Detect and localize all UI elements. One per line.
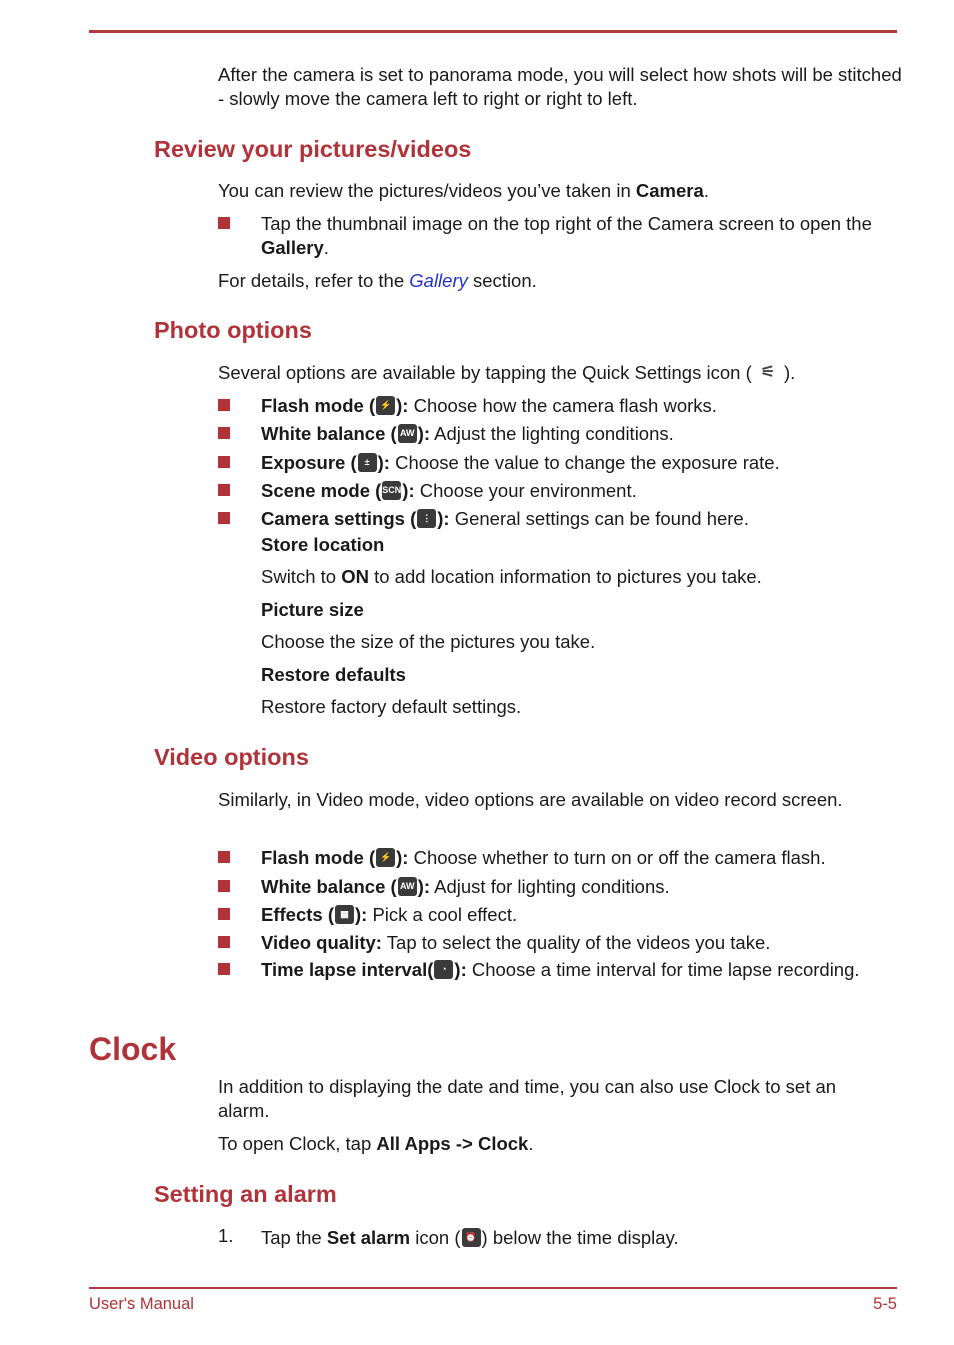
bullet-marker	[218, 399, 230, 411]
quick-settings-icon: ⚟	[760, 364, 776, 381]
footer-title: User's Manual	[89, 1295, 194, 1313]
white-balance-icon: AW	[398, 424, 417, 443]
bullet-marker	[218, 908, 230, 920]
setting-alarm-heading: Setting an alarm	[154, 1181, 337, 1207]
bottom-rule	[89, 1287, 897, 1289]
white-balance-icon: AW	[398, 877, 417, 896]
top-rule	[89, 30, 897, 33]
bullet-marker	[218, 512, 230, 524]
video-item-flash: Flash mode ( ⚡ ): Choose whether to turn on or off the camera flash.	[261, 847, 826, 868]
review-bullet: Tap the thumbnail image on the top right of the Camera screen to open the Gallery.	[261, 213, 872, 258]
photo-item-camera-settings: Camera settings ( ⋮ ): General settings can be found here.	[261, 508, 749, 529]
store-location-title: Store location	[261, 534, 385, 555]
exposure-icon: ±	[358, 453, 377, 472]
bullet-marker	[218, 880, 230, 892]
video-item-white-balance: White balance ( AW ): Adjust for lighting conditions.	[261, 876, 670, 897]
intro-paragraph: After the camera is set to panorama mode, you will select how shots will be stitched - slowly move the camera left to right or right to left.	[218, 64, 902, 109]
clock-open-paragraph: To open Clock, tap All Apps -> Clock.	[218, 1133, 534, 1154]
photo-item-flash: Flash mode ( ⚡ ): Choose how the camera flash works.	[261, 395, 717, 416]
gallery-link[interactable]: Gallery	[409, 270, 468, 291]
bullet-marker	[218, 963, 230, 975]
video-options-heading: Video options	[154, 744, 309, 770]
bullet-marker	[218, 484, 230, 496]
photo-item-scene: Scene mode (SCN): Choose your environment.	[261, 480, 637, 501]
review-details: For details, refer to the Gallery section.	[218, 270, 537, 291]
photo-options-intro: Several options are available by tapping the Quick Settings icon ( ⚟ ).	[218, 362, 796, 383]
bullet-marker	[218, 217, 230, 229]
bullet-marker	[218, 936, 230, 948]
restore-defaults-text: Restore factory default settings.	[261, 696, 522, 717]
step-number: 1.	[218, 1225, 234, 1246]
footer-page-number: 5-5	[873, 1295, 897, 1313]
alarm-step: Tap the Set alarm icon ( ⏰ ) below the time display.	[261, 1227, 679, 1248]
flash-icon: ⚡	[376, 396, 395, 415]
effects-icon: ▦	[335, 905, 354, 924]
clock-heading: Clock	[89, 1031, 177, 1067]
video-item-effects: Effects ( ▦ ): Pick a cool effect.	[261, 904, 518, 925]
flash-icon: ⚡	[376, 848, 395, 867]
picture-size-title: Picture size	[261, 599, 364, 620]
review-heading: Review your pictures/videos	[154, 136, 472, 162]
restore-defaults-title: Restore defaults	[261, 664, 406, 685]
clock-paragraph: In addition to displaying the date and time, you can also use Clock to set an alarm.	[218, 1076, 837, 1121]
photo-options-heading: Photo options	[154, 317, 312, 343]
video-item-quality: Video quality: Tap to select the quality of the videos you take.	[261, 932, 771, 953]
bullet-marker	[218, 456, 230, 468]
picture-size-text: Choose the size of the pictures you take.	[261, 631, 596, 652]
time-lapse-icon: ◔	[434, 960, 453, 979]
video-item-time-lapse: Time lapse interval( ◔ ): Choose a time interval for time lapse recording.	[261, 959, 860, 980]
photo-item-exposure: Exposure ( ± ): Choose the value to change the exposure rate.	[261, 452, 780, 473]
alarm-clock-icon: ⏰	[462, 1228, 481, 1247]
video-options-intro: Similarly, in Video mode, video options are available on video record screen.	[218, 789, 843, 810]
review-paragraph: You can review the pictures/videos you’ve taken in Camera.	[218, 180, 709, 201]
settings-icon: ⋮	[417, 509, 436, 528]
bullet-marker	[218, 851, 230, 863]
scene-icon: SCN	[382, 481, 401, 500]
store-location-text: Switch to ON to add location information to pictures you take.	[261, 566, 762, 587]
bullet-marker	[218, 427, 230, 439]
photo-item-white-balance: White balance ( AW ): Adjust the lighting conditions.	[261, 423, 674, 444]
